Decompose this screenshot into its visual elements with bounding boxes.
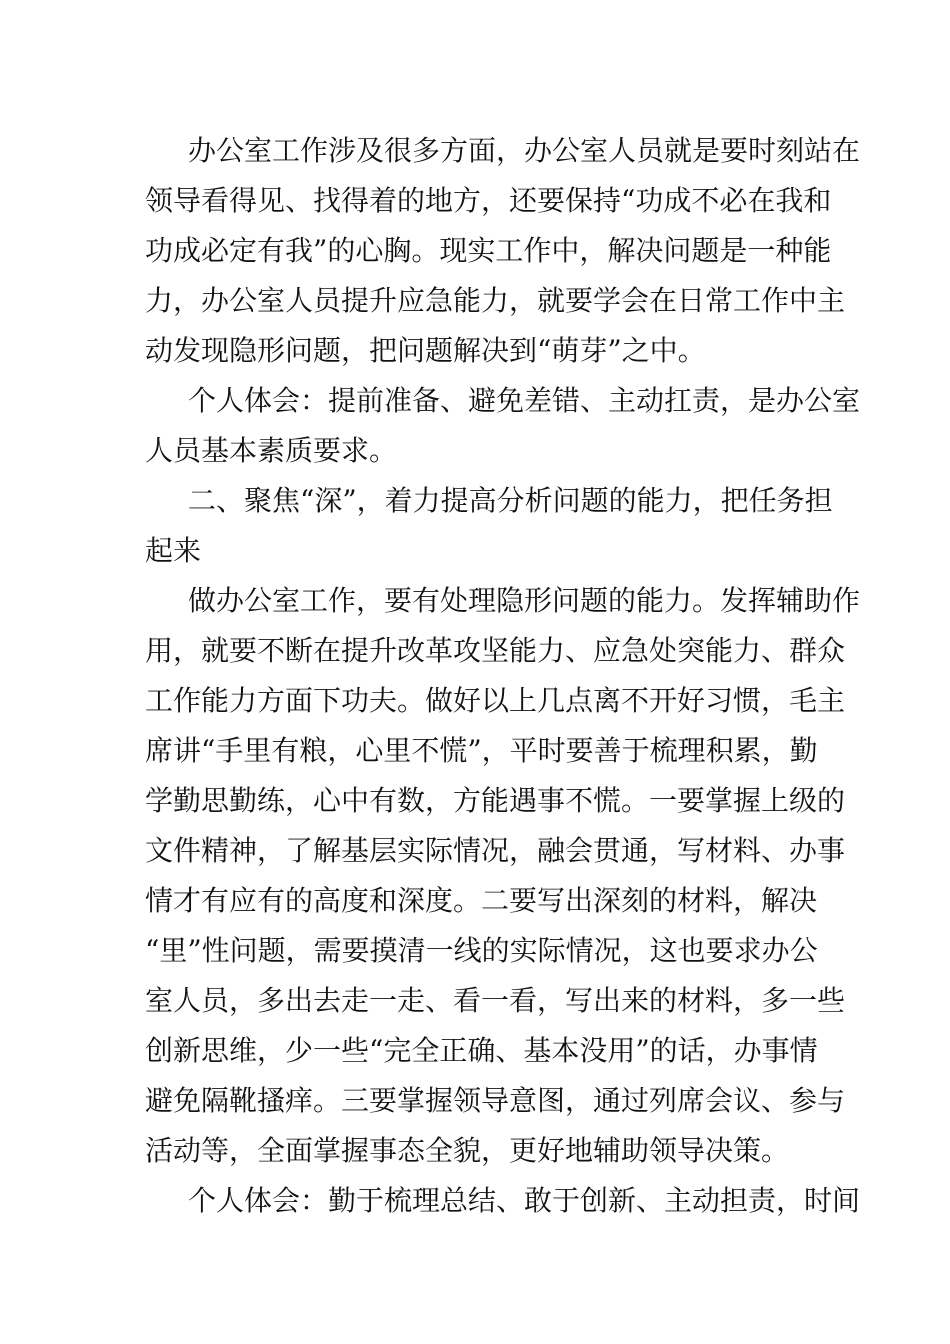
text-line: 个人体会：提前准备、避免差错、主动扛责，是办公室 (188, 384, 861, 417)
text-line: 避免隔靴搔痒。三要掌握领导意图，通过列席会议、参与 (145, 1084, 846, 1117)
text-line: 情才有应有的高度和深度。二要写出深刻的材料，解决 (145, 884, 818, 917)
text-line: 活动等，全面掌握事态全貌，更好地辅助领导决策。 (145, 1134, 790, 1167)
text-line: 力，办公室人员提升应急能力，就要学会在日常工作中主 (145, 284, 846, 317)
text-line: 动发现隐形问题，把问题解决到“萌芽”之中。 (145, 334, 706, 367)
text-line: 工作能力方面下功夫。做好以上几点离不开好习惯，毛主 (145, 684, 846, 717)
text-line: 个人体会：勤于梳理总结、敢于创新、主动担责，时间 (188, 1184, 861, 1217)
text-line: 文件精神，了解基层实际情况，融会贯通，写材料、办事 (145, 834, 846, 867)
text-line: 用，就要不断在提升改革攻坚能力、应急处突能力、群众 (145, 634, 846, 667)
text-line: “里”性问题，需要摸清一线的实际情况，这也要求办公 (145, 934, 818, 967)
section-heading-cont: 起来 (145, 534, 202, 567)
text-line: 学勤思勤练，心中有数，方能遇事不慌。一要掌握上级的 (145, 784, 846, 817)
text-line: 室人员，多出去走一走、看一看，写出来的材料，多一些 (145, 984, 846, 1017)
text-line: 做办公室工作，要有处理隐形问题的能力。发挥辅助作 (188, 584, 861, 617)
text-line: 创新思维，少一些“完全正确、基本没用”的话，办事情 (145, 1034, 818, 1067)
text-line: 办公室工作涉及很多方面，办公室人员就是要时刻站在 (188, 134, 861, 167)
text-line: 领导看得见、找得着的地方，还要保持“功成不必在我和 (145, 184, 832, 217)
text-line: 席讲“手里有粮，心里不慌”，平时要善于梳理积累，勤 (145, 734, 818, 767)
section-heading: 二、聚焦“深”，着力提高分析问题的能力，把任务担 (188, 484, 833, 517)
text-line: 功成必定有我”的心胸。现实工作中，解决问题是一种能 (145, 234, 832, 267)
text-line: 人员基本素质要求。 (145, 434, 398, 467)
